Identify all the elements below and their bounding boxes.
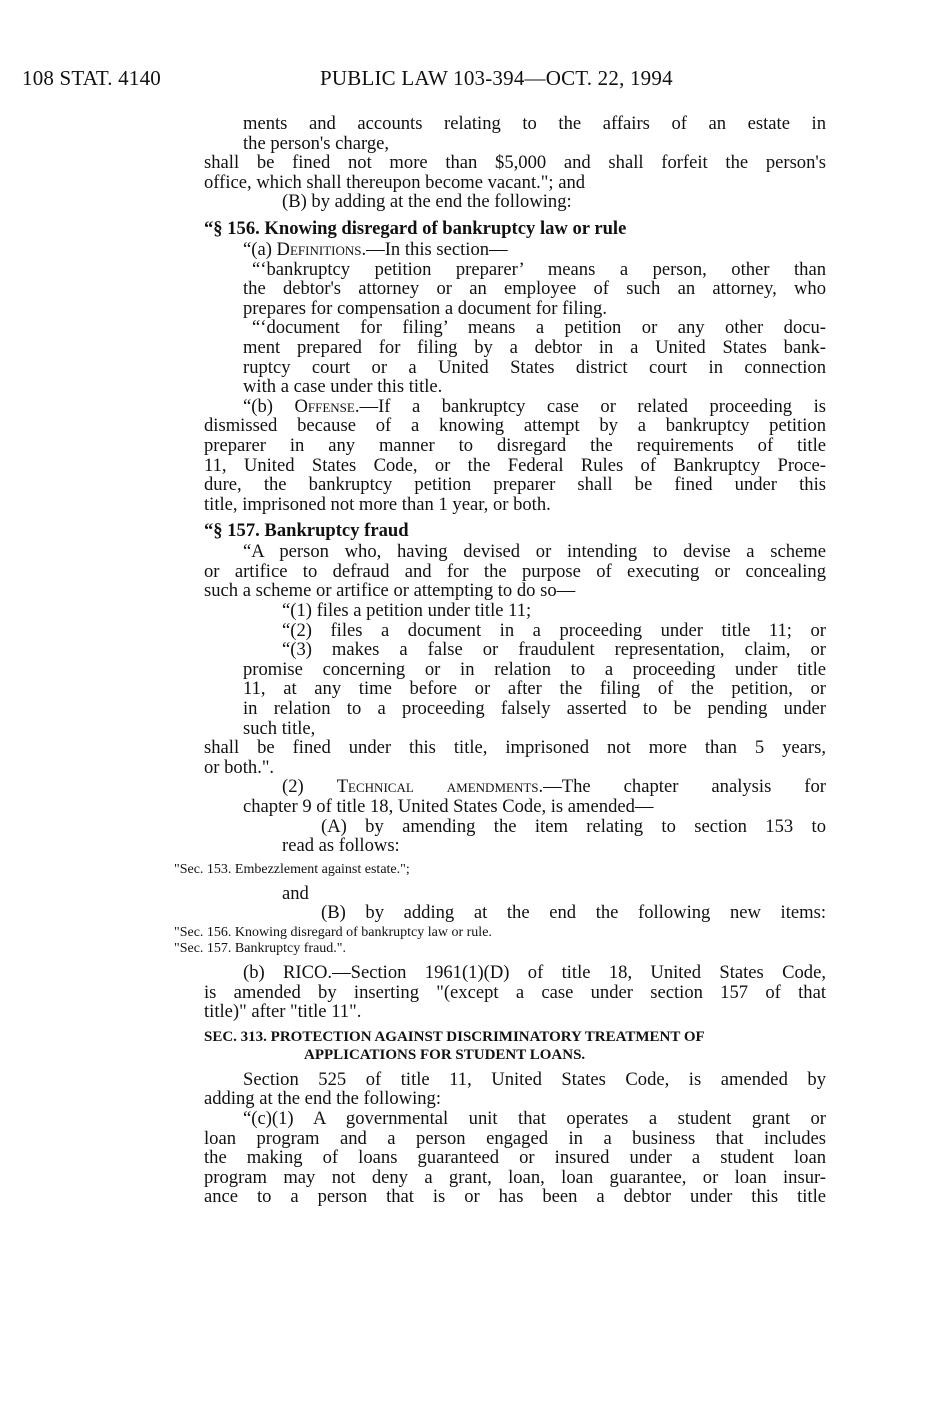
section-313-heading: SEC. 313. PROTECTION AGAINST DISCRIMINATORY TREATMENT OF (204, 1028, 705, 1045)
text-line: (B) by adding at the end the following new items: (321, 902, 826, 924)
text-line: shall be fined under this title, imprisoned not more than 5 years, (204, 737, 826, 759)
text-line: adding at the end the following: (204, 1088, 442, 1110)
text-line: the making of loans guaranteed or insured under a student loan (204, 1147, 826, 1169)
text-line: with a case under this title. (243, 376, 443, 398)
subsection-text: —If a bankruptcy case or related proceeding is (359, 395, 826, 417)
text-line: (B) by adding at the end the following: (282, 191, 572, 213)
subsection-caption: Offense. (294, 395, 360, 417)
text-line: ment prepared for filing by a debtor in a United States bank- (243, 336, 826, 358)
text-line: “(1) files a petition under title 11; (282, 600, 532, 622)
text-line: such title, (243, 717, 316, 739)
text-line: dure, the bankruptcy petition preparer shall be fined under this (204, 474, 826, 496)
text-line: is amended by inserting "(except a case under section 157 of that (204, 981, 826, 1003)
text-line: “A person who, having devised or intending to devise a scheme (243, 541, 826, 563)
text-line: chapter 9 of title 18, United States Code, is amended— (243, 796, 654, 817)
text-line: title)" after "title 11". (204, 1001, 362, 1023)
public-law-title: PUBLIC LAW 103-394—OCT. 22, 1994 (320, 66, 673, 90)
text-line: prepares for compensation a document for filing. (243, 297, 608, 319)
technical-amendments (204, 777, 826, 797)
text-line: (b) RICO.—Section 1961(1)(D) of title 18, United States Code, (243, 961, 826, 983)
paragraph-text: —The chapter analysis for (543, 776, 826, 798)
text-line: or both.". (204, 756, 275, 778)
paragraph-label: (2) (282, 776, 337, 798)
text-line: 11, United States Code, or the Federal Rules of Bankruptcy Proce- (204, 454, 826, 476)
subsection-label: “(b) (243, 395, 295, 417)
text-line: loan program and a person engaged in a business that includes (204, 1127, 826, 1149)
page-header (22, 66, 922, 96)
subsection-label: “(a) (243, 238, 277, 260)
text-line: Section 525 of title 11, United States Code, is amended by (243, 1068, 826, 1090)
subsection-a (204, 240, 826, 260)
statute-citation: 108 STAT. 4140 (22, 66, 161, 90)
page-body (174, 113, 826, 1208)
section-157-heading: “§ 157. Bankruptcy fraud (204, 520, 409, 542)
table-of-sections-item: "Sec. 156. Knowing disregard of bankruptcy law or rule. (174, 924, 492, 940)
section-156-heading: “§ 156. Knowing disregard of bankruptcy law or rule (204, 217, 627, 239)
text-line: “‘document for filing’ means a petition or any other docu- (252, 317, 826, 339)
table-of-sections-item: "Sec. 157. Bankruptcy fraud.". (174, 940, 346, 956)
text-line: dismissed because of a knowing attempt by a bankruptcy petition (204, 415, 826, 437)
text-line: “(3) makes a false or fraudulent representation, claim, or (282, 639, 826, 661)
text-line: in relation to a proceeding falsely asserted to be pending under (243, 698, 826, 720)
text-line: read as follows: (282, 835, 400, 857)
subsection-text: —In this section— (366, 238, 508, 260)
text-line: title, imprisoned not more than 1 year, or both. (204, 493, 551, 515)
text-line: ments and accounts relating to the affairs of an estate in (243, 113, 826, 134)
text-line: (A) by amending the item relating to section 153 to (321, 815, 826, 837)
section-313-heading-cont: APPLICATIONS FOR STUDENT LOANS. (304, 1046, 586, 1063)
text-line: “‘bankruptcy petition preparer’ means a person, other than (252, 258, 826, 280)
text-line: shall be fined not more than $5,000 and shall forfeit the person's (204, 152, 826, 174)
text-line: “(2) files a document in a proceeding under title 11; or (282, 619, 826, 641)
text-line: “(c)(1) A governmental unit that operates a student grant or (243, 1107, 826, 1129)
text-line: ance to a person that is or has been a debtor under this title (204, 1186, 826, 1208)
text-line: or artifice to defraud and for the purpose of executing or concealing (204, 560, 826, 582)
text-line: and (282, 882, 309, 904)
text-line: ruptcy court or a United States district court in connection (243, 356, 826, 378)
subsection-caption: Definitions. (276, 238, 367, 260)
text-line: preparer in any manner to disregard the requirements of title (204, 434, 826, 456)
paragraph-caption: Technical amendments. (336, 776, 544, 798)
text-line: 11, at any time before or after the filing of the petition, or (243, 678, 826, 700)
text-line: promise concerning or in relation to a proceeding under title (243, 658, 826, 680)
text-line: the person's charge, (243, 132, 390, 154)
text-line: office, which shall thereupon become vacant."; and (204, 171, 586, 193)
text-line: the debtor's attorney or an employee of such an attorney, who (243, 278, 826, 300)
table-of-sections-item: "Sec. 153. Embezzlement against estate."; (174, 861, 410, 877)
subsection-b (204, 397, 826, 417)
text-line: such a scheme or artifice or attempting to do so— (204, 580, 576, 602)
text-line: program may not deny a grant, loan, loan guarantee, or loan insur- (204, 1166, 826, 1188)
